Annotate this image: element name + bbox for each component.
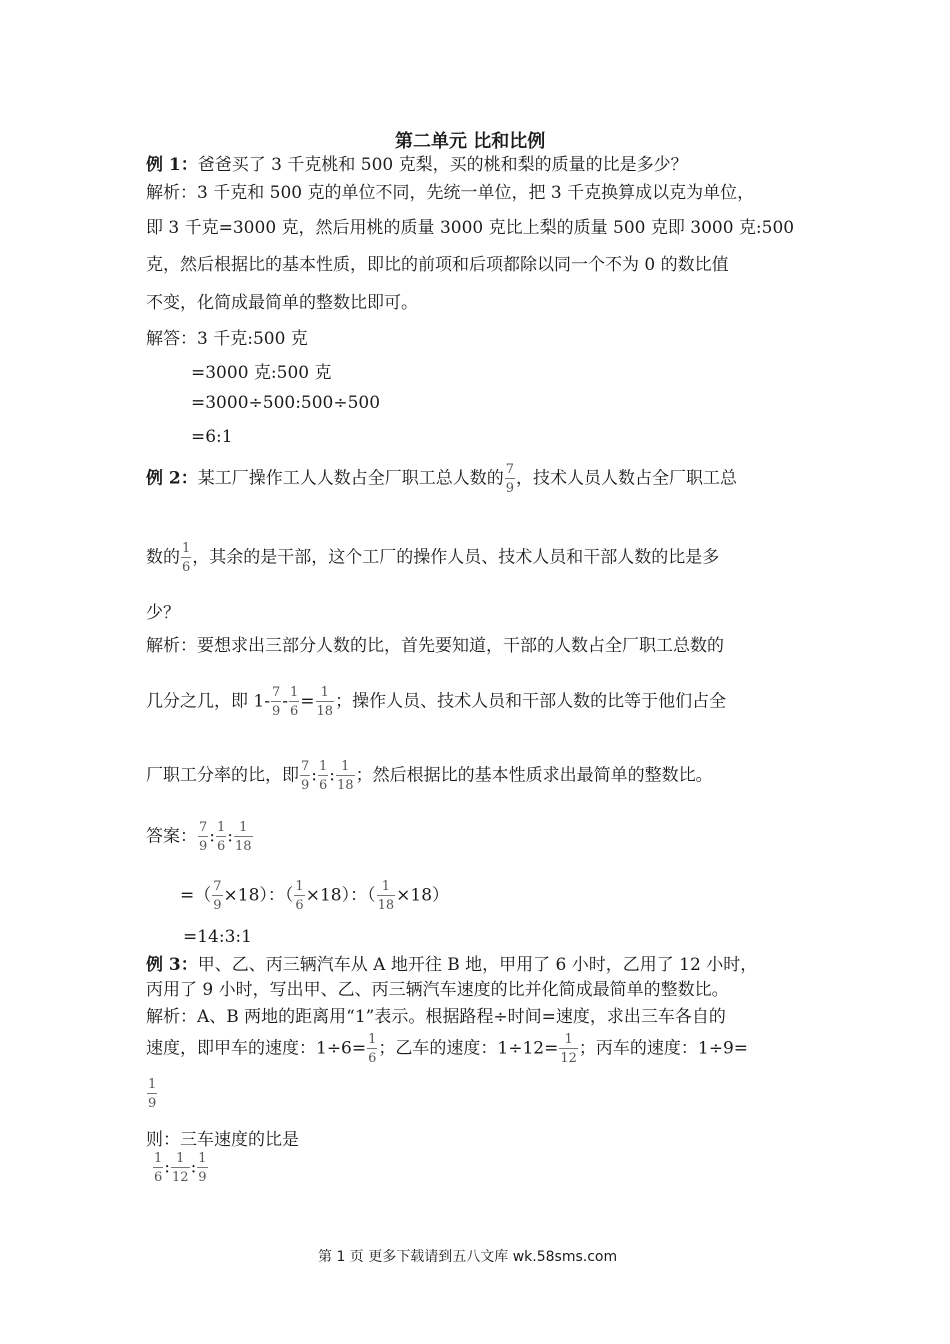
ex2-question-line bbox=[146, 463, 737, 495]
ex3-question-line: 丙用了 9 小时，写出甲、乙、丙三辆汽车速度的比并化简成最简单的整数比。 bbox=[146, 980, 729, 1000]
ex1-analysis-line: 即 3 千克=3000 克，然后用桃的质量 3000 克比上梨的质量 500 克即 3000 克:500 bbox=[146, 218, 795, 238]
ex1-question bbox=[146, 150, 688, 175]
ex3-analysis-line: 解析：A、B 两地的距离用“1”表示。根据路程÷时间=速度，求出三车各自的 bbox=[146, 1007, 726, 1027]
ex1-answer-line: =3000 克:500 克 bbox=[191, 363, 332, 383]
fraction: $\frac{1}{9}$ bbox=[148, 1077, 157, 1111]
ex1-answer-line: 解答：3 千克:500 克 bbox=[146, 329, 308, 349]
fraction: $\frac{7}{9}$ bbox=[213, 879, 222, 913]
ex3-text: ；乙车的速度：1÷12= bbox=[378, 1038, 559, 1059]
fraction: $\frac{1}{12}$ bbox=[172, 1151, 189, 1185]
fraction: $\frac{7}{9}$ bbox=[271, 685, 281, 719]
ex2-text: ，其余的是干部，这个工厂的操作人员、技术人员和干部人数的比是多 bbox=[192, 547, 720, 568]
fraction: $\frac{1}{6}$ bbox=[290, 685, 299, 719]
ex3-text: 速度，即甲车的速度：1÷6= bbox=[146, 1038, 367, 1059]
fraction: $\frac{1}{18}$ bbox=[235, 820, 252, 854]
ex2-text: ，技术人员人数占全厂职工总 bbox=[516, 468, 738, 489]
ex1-answer-line: =6:1 bbox=[191, 427, 233, 447]
ex2-answer-line: 答案： $\frac{7}{9}$ : $\frac{1}{6}$ : $\frac{1}{18}$ bbox=[146, 820, 252, 854]
ex1-question-text: 爸爸买了 3 千克桃和 500 克梨，买的桃和梨的质量的比是多少？ bbox=[197, 155, 688, 175]
fraction: $\frac{7}{9}$ bbox=[505, 462, 515, 496]
ex2-text: 几分之几，即 1- bbox=[146, 691, 270, 712]
ex2-text: ；操作人员、技术人员和干部人数的比等于他们占全 bbox=[335, 691, 727, 712]
ex2-text: ；然后根据比的基本性质求出最简单的整数比。 bbox=[355, 765, 713, 786]
fraction: $\frac{1}{6}$ bbox=[217, 820, 226, 854]
ex2-text: 厂职工分率的比，即 bbox=[146, 765, 299, 786]
ex3-ratio-line: $\frac{1}{6}$ : $\frac{1}{12}$ : $\frac{1}{9}$ bbox=[154, 1151, 207, 1185]
fraction: $\frac{1}{6}$ bbox=[319, 759, 328, 793]
fraction: $\frac{7}{9}$ bbox=[301, 759, 310, 793]
ex2-text: 数的 bbox=[146, 547, 180, 568]
ex1-analysis-line: 解析：3 千克和 500 克的单位不同，先统一单位，把 3 千克换算成以克为单位， bbox=[146, 183, 755, 203]
fraction: $\frac{1}{6}$ bbox=[368, 1032, 377, 1066]
fraction: $\frac{1}{18}$ bbox=[377, 879, 395, 913]
page-title: 第二单元 比和比例 bbox=[395, 131, 546, 152]
ex1-analysis-line: 不变，化简成最简单的整数比即可。 bbox=[146, 293, 418, 313]
ex3-text: ；丙车的速度：1÷9= bbox=[578, 1038, 749, 1059]
ex2-analysis-line: 几分之几，即 1- $\frac{7}{9}$ - $\frac{1}{6}$ = $\frac{1}{18}$ ；操作人员、技术人员和干部人数的比等于他们占全 bbox=[146, 685, 727, 719]
ex3-text: 甲、乙、丙三辆汽车从 A 地开往 B 地，甲用了 6 小时，乙用了 12 小时， bbox=[197, 955, 758, 975]
ex3-question-line bbox=[146, 950, 757, 975]
ex2-answer-line: =14:3:1 bbox=[183, 927, 252, 947]
ex2-label: 例 2： bbox=[146, 468, 198, 489]
ex2-answer-line: =（ $\frac{7}{9}$ ×18）：（ $\frac{1}{6}$ ×18）：（ $\frac{1}{18}$ ×18） bbox=[180, 879, 450, 913]
page-footer: 第 1 页 更多下载请到五八文库 wk.58sms.com bbox=[318, 1249, 618, 1265]
ex3-then-line: 则：三车速度的比是 bbox=[146, 1130, 299, 1150]
fraction: $\frac{1}{6}$ bbox=[182, 541, 191, 575]
ex2-text: 某工厂操作工人人数占全厂职工总人数的 bbox=[197, 468, 504, 489]
fraction: $\frac{1}{6}$ bbox=[154, 1151, 163, 1185]
fraction: $\frac{1}{18}$ bbox=[337, 759, 354, 793]
ex1-answer-line: =3000÷500:500÷500 bbox=[191, 393, 381, 413]
fraction: $\frac{1}{18}$ bbox=[316, 685, 334, 719]
ex2-analysis-line: 厂职工分率的比，即 $\frac{7}{9}$ : $\frac{1}{6}$ : $\frac{1}{18}$ ；然后根据比的基本性质求出最简单的整数比。 bbox=[146, 759, 713, 793]
fraction: $\frac{1}{6}$ bbox=[295, 879, 304, 913]
ex1-analysis-line: 克，然后根据比的基本性质，即比的前项和后项都除以同一个不为 0 的数比值 bbox=[146, 255, 729, 275]
ex3-analysis-line bbox=[146, 1033, 748, 1065]
answer-label: 答案： bbox=[146, 826, 197, 847]
ex2-analysis-line: 解析：要想求出三部分人数的比，首先要知道，干部的人数占全厂职工总数的 bbox=[146, 636, 724, 656]
ex3-label: 例 3： bbox=[146, 955, 198, 975]
ex2-question-line: 少？ bbox=[146, 603, 180, 623]
ex3-analysis-line bbox=[146, 1078, 158, 1110]
ex2-question-line bbox=[146, 542, 719, 574]
fraction: $\frac{1}{12}$ bbox=[560, 1032, 577, 1066]
ex1-label: 例 1： bbox=[146, 155, 198, 175]
fraction: $\frac{1}{9}$ bbox=[198, 1151, 207, 1185]
fraction: $\frac{7}{9}$ bbox=[199, 820, 208, 854]
